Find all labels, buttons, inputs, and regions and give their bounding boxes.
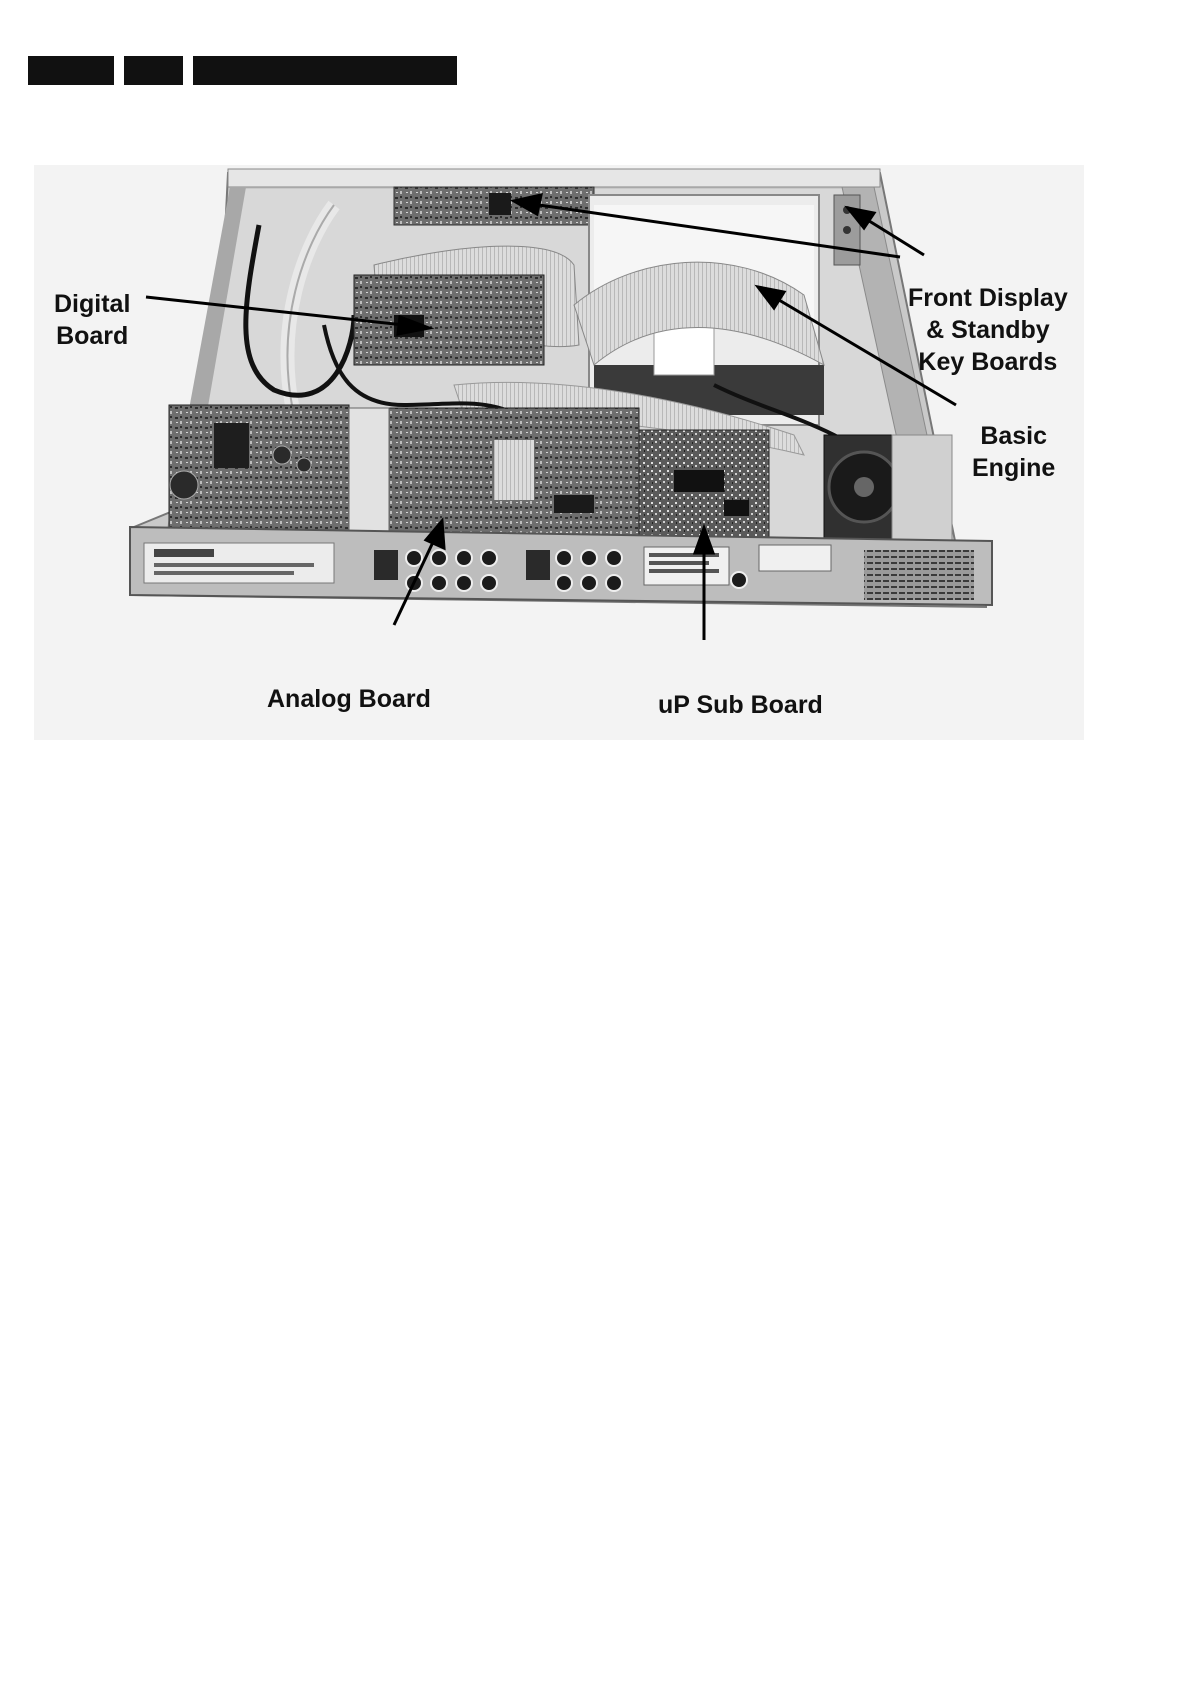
label-front-display-line3: Key Boards — [918, 348, 1058, 376]
label-front-display-line2: & Standby — [926, 316, 1050, 344]
label-analog-board: Analog Board — [267, 685, 431, 713]
header-block-1 — [28, 56, 114, 85]
label-up-sub-board: uP Sub Board — [658, 691, 823, 719]
label-basic-engine-line1: Basic — [980, 422, 1048, 450]
label-digital-board-line2: Board — [56, 322, 129, 350]
label-digital-board-line1: Digital — [54, 290, 131, 318]
label-digital-board — [54, 288, 130, 352]
label-basic-engine — [972, 420, 1055, 484]
header-block-2 — [124, 56, 183, 85]
header-block-3 — [193, 56, 457, 85]
label-front-display-line1: Front Display — [908, 284, 1068, 312]
label-basic-engine-line2: Engine — [972, 454, 1056, 482]
label-front-display — [908, 282, 1068, 378]
chassis-photo — [34, 165, 1084, 740]
